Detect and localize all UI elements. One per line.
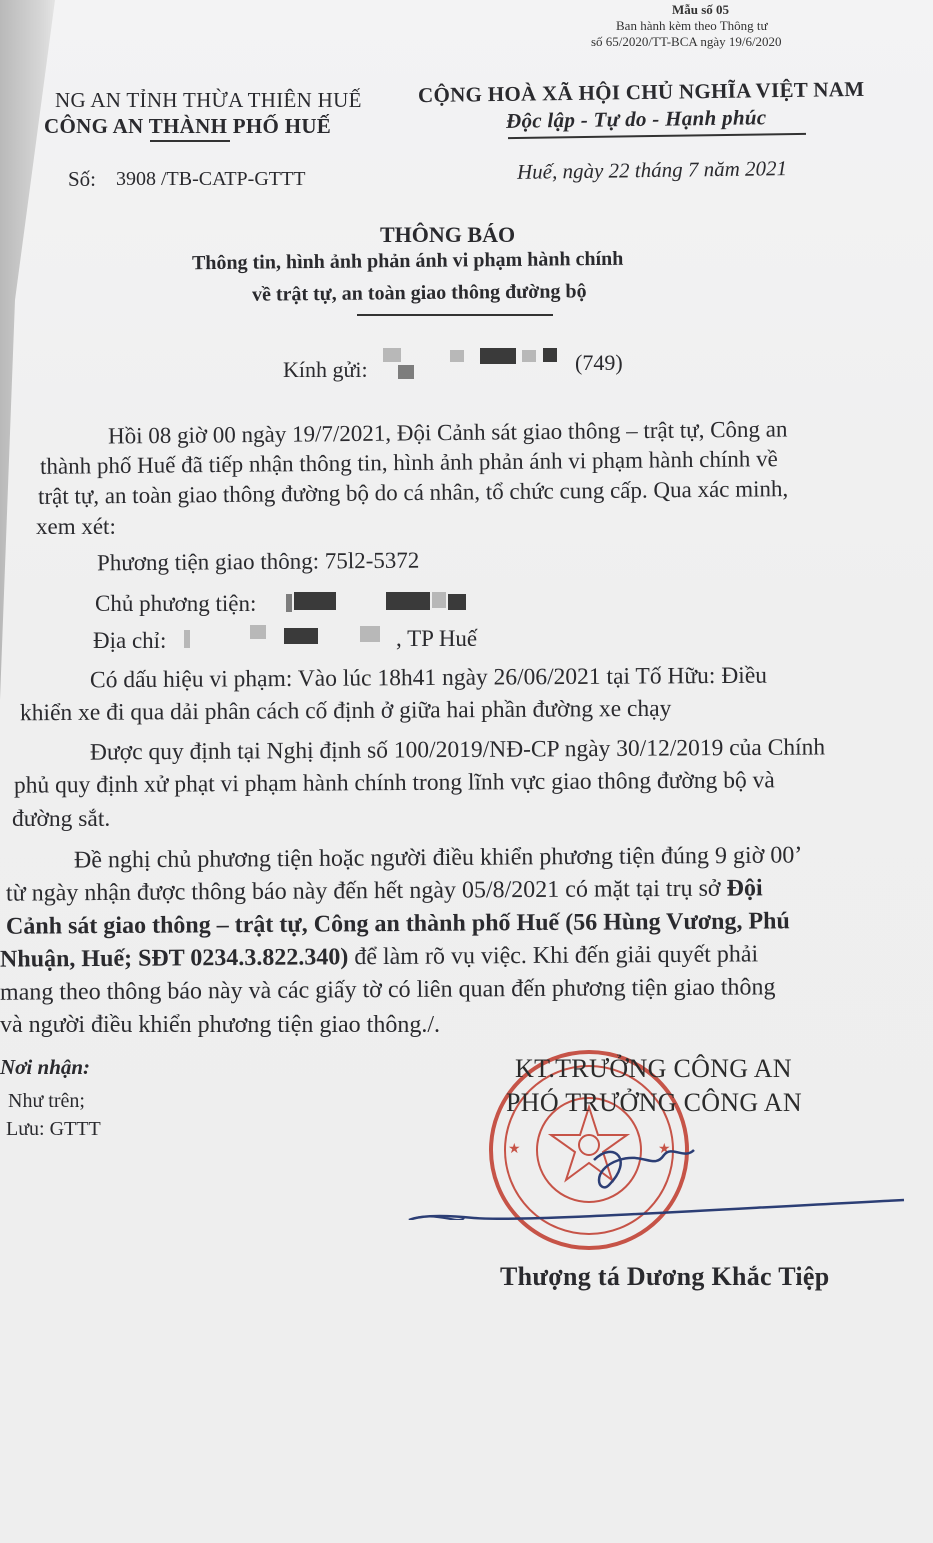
owner-label: Chủ phương tiện: [95, 591, 257, 616]
request-line [0, 941, 758, 973]
request-line [6, 875, 763, 907]
request-line: mang theo thông báo này và các giấy tờ có liên quan đến phương tiện giao thông [0, 974, 776, 1006]
agency-parent: NG AN TỈNH THỪA THIÊN HUẾ [55, 88, 362, 112]
redaction-block [250, 625, 266, 639]
body-paragraph-1-line: xem xét: [36, 514, 116, 539]
recipients-label: Nơi nhận: [0, 1055, 91, 1079]
redaction-block [286, 594, 292, 612]
place-date: Huế, ngày 22 tháng 7 năm 2021 [516, 156, 788, 184]
signer-name: Thượng tá Dương Khắc Tiệp [500, 1262, 830, 1291]
svg-text:★: ★ [508, 1141, 521, 1157]
redaction-block [294, 592, 336, 610]
signature-title-2: PHÓ TRƯỞNG CÔNG AN [506, 1088, 802, 1117]
body-paragraph-1-line: thành phố Huế đã tiếp nhận thông tin, hình ảnh phản ánh vi phạm hành chính về [39, 446, 778, 479]
doc-number-label: Số: [68, 167, 97, 191]
request-text: để làm rõ vụ việc. Khi đến giải quyết phải [348, 941, 759, 971]
form-number: Mẫu số 05 [672, 2, 730, 17]
violation-line: Có dấu hiệu vi phạm: Vào lúc 18h41 ngày 26/06/2021 tại Tố Hữu: Điều [89, 662, 768, 694]
request-text: từ ngày nhận được thông báo này đến hết ngày 05/8/2021 có mặt tại trụ sở [5, 875, 727, 907]
document-subtitle-2: về trật tự, an toàn giao thông đường bộ [251, 280, 587, 306]
regulation-line: đường sắt. [12, 806, 111, 832]
recipients-item: Lưu: GTTT [6, 1118, 101, 1140]
body-paragraph-1-line: Hồi 08 giờ 00 ngày 19/7/2021, Đội Cảnh sát giao thông – trật tự, Công an [107, 416, 788, 449]
redaction-block [432, 592, 446, 608]
recipient-label: Kính gửi: [283, 357, 368, 382]
subtitle-underline [357, 314, 553, 316]
redaction-block [480, 348, 516, 364]
redaction-block [448, 594, 466, 610]
signature-title-1: KT.TRƯỞNG CÔNG AN [515, 1054, 792, 1083]
address-label: Địa chỉ: [93, 628, 167, 653]
form-issued-line2: số 65/2020/TT-BCA ngày 19/6/2020 [591, 34, 782, 49]
redaction-block [383, 348, 401, 362]
request-line: và người điều khiển phương tiện giao thông./. [0, 1012, 441, 1038]
regulation-line: Được quy định tại Nghị định số 100/2019/NĐ-CP ngày 30/12/2019 của Chính [89, 734, 826, 766]
redaction-block [386, 592, 430, 610]
agency-underline [150, 140, 230, 142]
recipient-code: (749) [575, 350, 623, 375]
redaction-block [360, 626, 380, 642]
redaction-block [284, 628, 318, 644]
document-title: THÔNG BÁO [380, 222, 516, 247]
country-name: CỘNG HOÀ XÃ HỘI CHỦ NGHĨA VIỆT NAM [417, 76, 865, 108]
doc-number-value: 3908 /TB-CATP-GTTT [116, 168, 306, 190]
redaction-block [450, 350, 464, 362]
redaction-block [522, 350, 536, 362]
regulation-line: phủ quy định xử phạt vi phạm hành chính trong lĩnh vực giao thông đường bộ và [13, 767, 775, 799]
request-line: Cảnh sát giao thông – trật tự, Công an thành phố Huế (56 Hùng Vương, Phú [5, 908, 790, 940]
redaction-block [184, 630, 190, 648]
svg-text:★: ★ [658, 1141, 671, 1157]
handwritten-signature [404, 1130, 924, 1220]
national-motto: Độc lập - Tự do - Hạnh phúc [505, 105, 767, 133]
request-unit-bold: Đội [726, 875, 763, 902]
agency-name: CÔNG AN THÀNH PHỐ HUẾ [44, 114, 332, 138]
vehicle-plate: Phương tiện giao thông: 75l2-5372 [96, 547, 420, 576]
redaction-block [543, 348, 557, 362]
request-address-bold: Nhuận, Huế; SĐT 0234.3.822.340) [0, 944, 349, 973]
address-city: , TP Huế [396, 626, 478, 651]
recipients-item: Như trên; [8, 1090, 85, 1112]
violation-line: khiển xe đi qua dải phân cách cố định ở giữa hai phần đường xe chạy [19, 695, 672, 727]
body-paragraph-1-line: trật tự, an toàn giao thông đường bộ do cá nhân, tổ chức cung cấp. Qua xác minh, [37, 476, 789, 509]
document-subtitle-1: Thông tin, hình ảnh phản ánh vi phạm hành chính [191, 247, 624, 275]
request-line: Đề nghị chủ phương tiện hoặc người điều khiển phương tiện đúng 9 giờ 00’ [73, 842, 803, 874]
redaction-block [398, 365, 414, 379]
form-issued-line1: Ban hành kèm theo Thông tư [616, 18, 768, 33]
